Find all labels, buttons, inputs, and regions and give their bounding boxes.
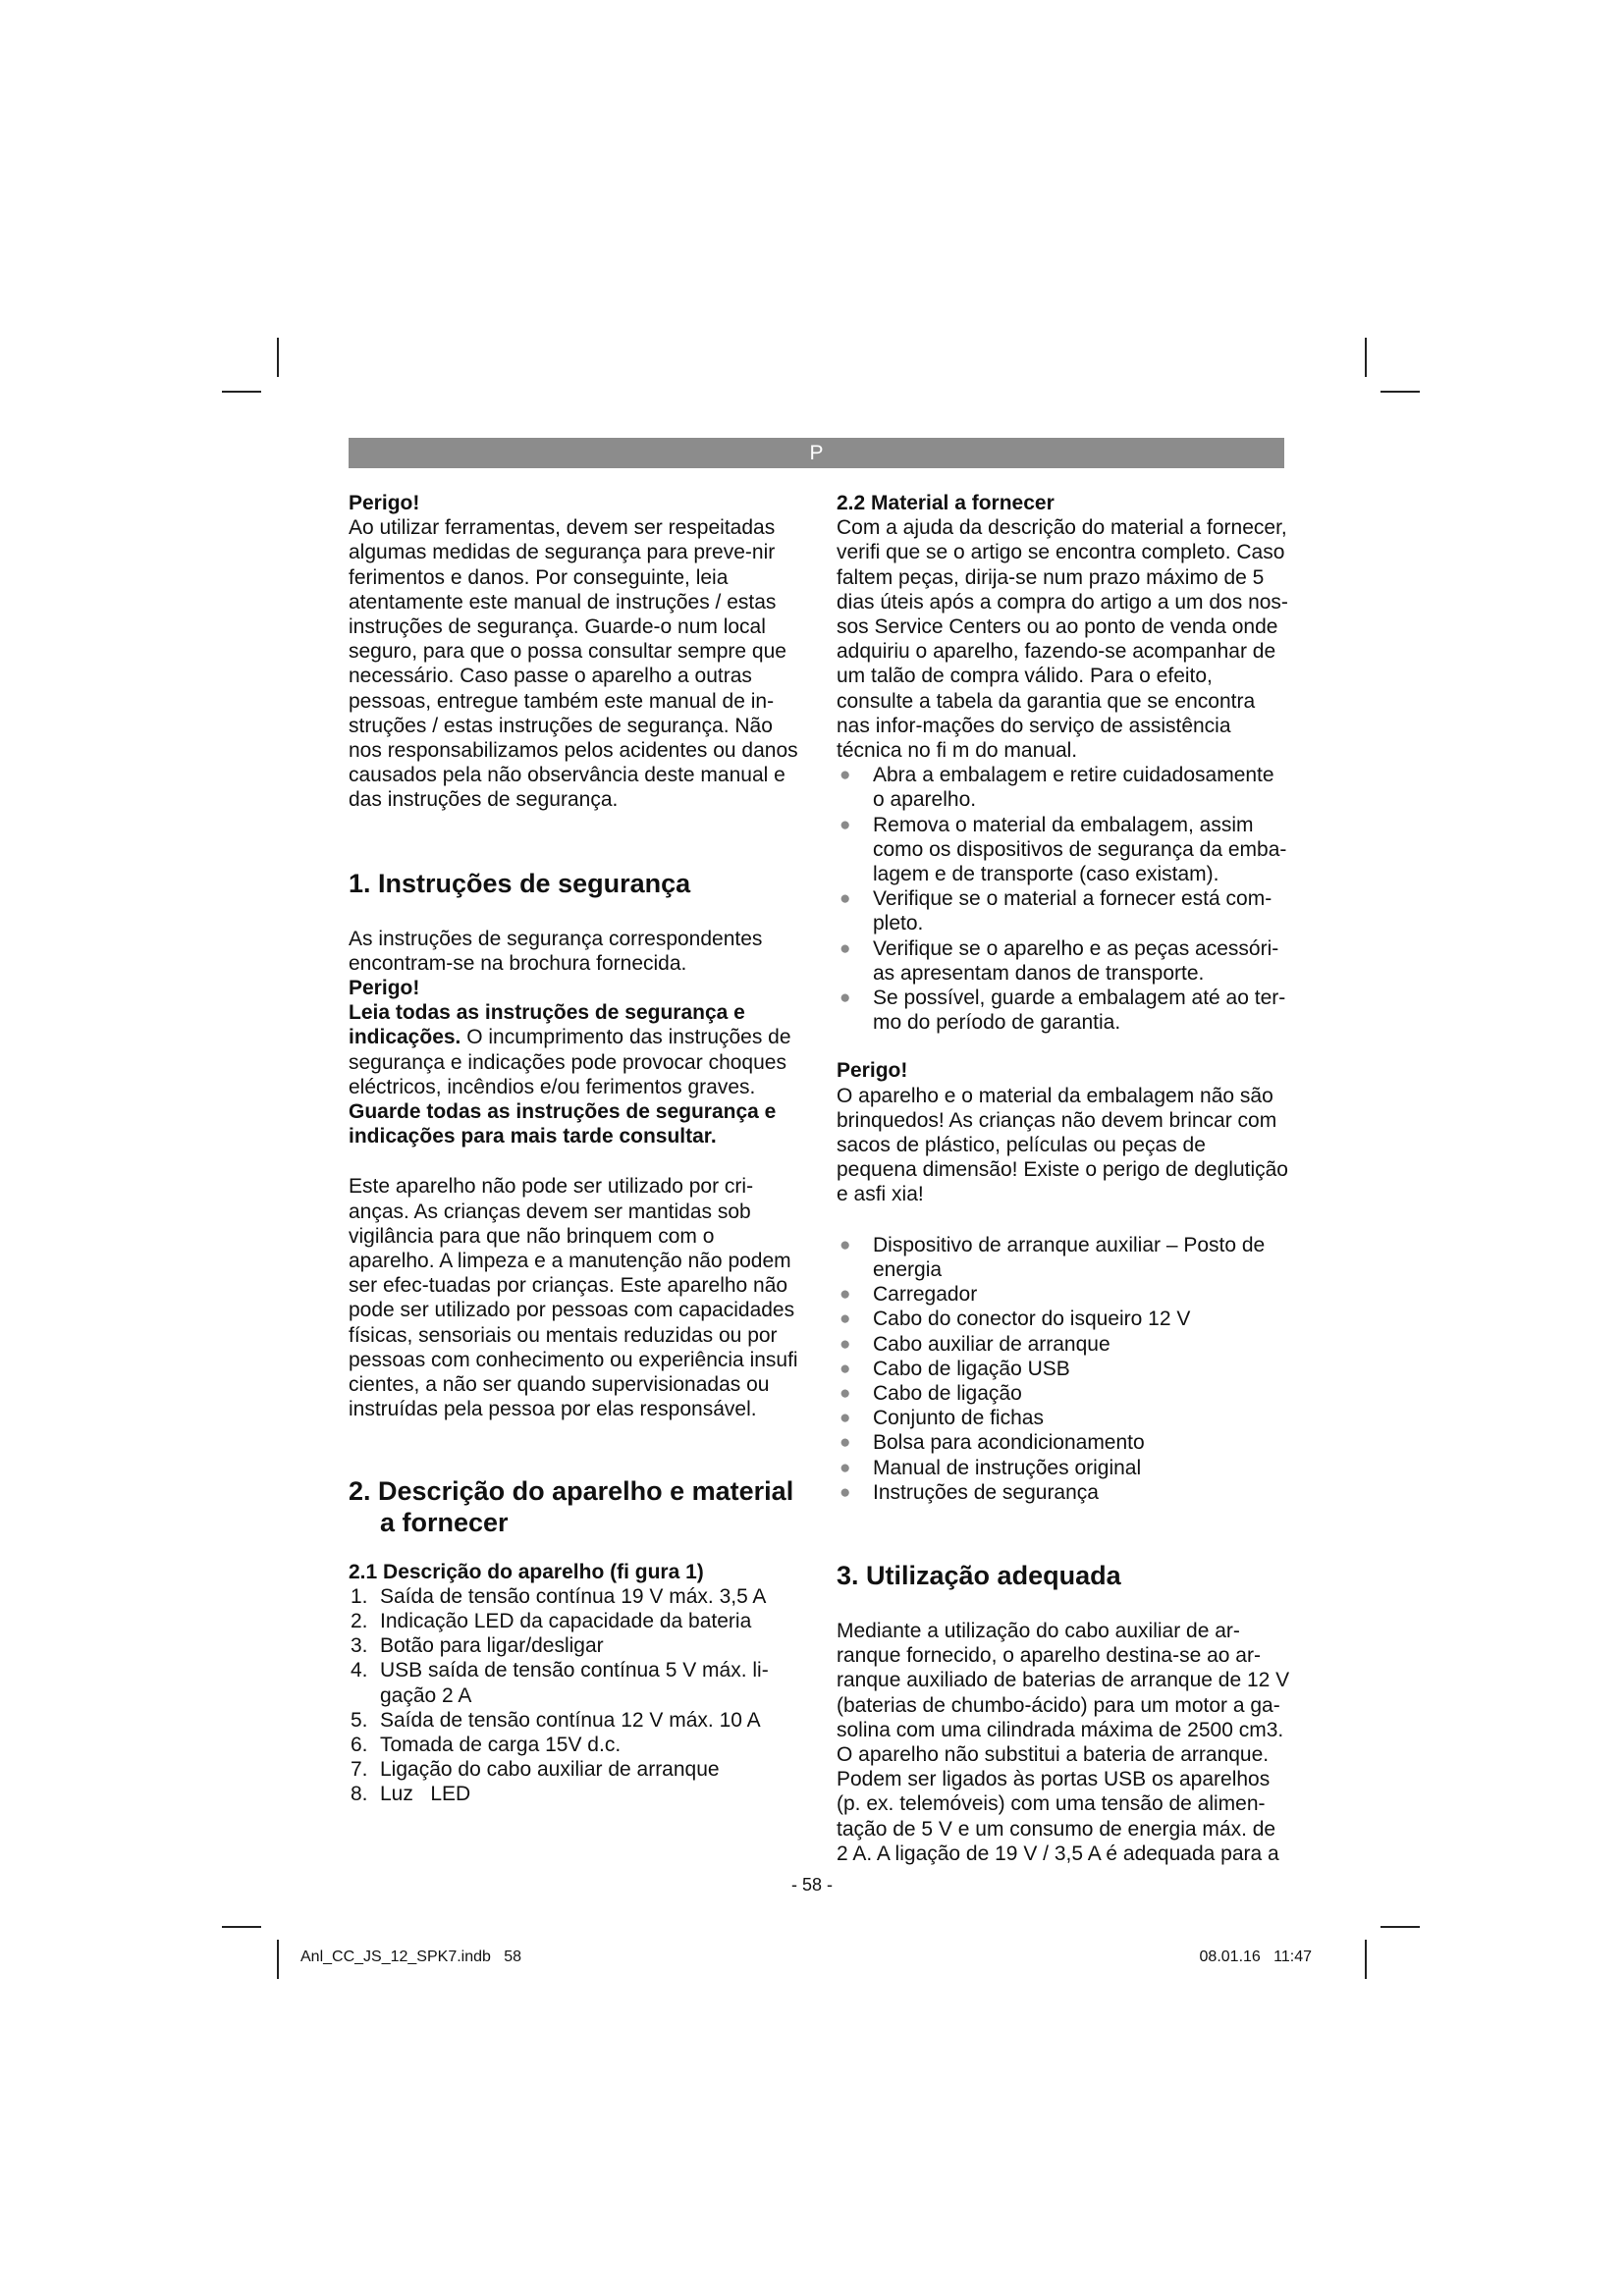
list-item	[837, 1357, 1290, 1381]
warning-text: O aparelho e o material da embalagem não são brinquedos! As crianças não devem brincar com sacos de plástico, películas ou peças de pequena dimensão! Existe o perigo de deglutição e asfi xia!	[837, 1084, 1288, 1206]
section-1-warning-title: Perigo!	[349, 977, 420, 1000]
bullet-icon: ●	[839, 1284, 851, 1306]
crop-mark	[1365, 1940, 1367, 1979]
list-item-text: Cabo do conector do isqueiro 12 V	[873, 1308, 1191, 1331]
list-item-number: 8.	[351, 1783, 368, 1806]
bullet-icon: ●	[839, 1382, 851, 1404]
footer-file-name: Anl_CC_JS_12_SPK7.indb 58	[300, 1949, 522, 1965]
right-column	[837, 491, 1290, 1866]
list-item-text: Saída de tensão contínua 19 V máx. 3,5 A	[380, 1584, 767, 1608]
list-item	[837, 936, 1290, 986]
list-item-number: 4.	[351, 1659, 368, 1682]
warning-title: Perigo!	[837, 1059, 908, 1083]
list-item-text: USB saída de tensão contínua 5 V máx. li-gação 2 A	[380, 1659, 769, 1707]
list-item-text: Verifique se o aparelho e as peças acessóri-as apresentam danos de transporte.	[873, 936, 1279, 985]
list-item-number: 1.	[351, 1584, 368, 1608]
crop-mark	[1380, 391, 1420, 393]
bullet-icon: ●	[839, 1408, 851, 1429]
list-item-text: Saída de tensão contínua 12 V máx. 10 A	[380, 1708, 761, 1732]
section-1-warning-bold: Leia todas as instruções de segurança e indicações.	[349, 1001, 745, 1049]
section-1-warning	[349, 1000, 800, 1099]
device-parts-list	[349, 1584, 800, 1807]
warning-title: Perigo!	[349, 492, 420, 514]
crop-mark	[222, 391, 261, 393]
section-1-heading: 1. Instruções de segurança	[349, 868, 691, 898]
bullet-icon: ●	[839, 1358, 851, 1379]
list-item	[837, 1381, 1290, 1406]
list-item	[349, 1757, 800, 1782]
list-item-text: Se possível, guarde a embalagem até ao ter-mo do período de garantia.	[873, 987, 1286, 1035]
bullet-icon: ●	[839, 937, 851, 959]
list-item-text: Manual de instruções original	[873, 1456, 1142, 1479]
list-item-number: 6.	[351, 1733, 368, 1756]
list-item-text: Luz LED	[380, 1783, 471, 1806]
section-2-2-text: Com a ajuda da descrição do material a fornecer, verifi que se o artigo se encontra completo. Caso faltem peças, dirija-se num prazo máximo de 5 dias úteis após a compra do artigo a um dos nos-sos Service Centers ou ao ponto de venda onde adquiriu o aparelho, fazendo-se acompanhar de um talão de compra válido. Para o efeito, consulte a tabela da garantia que se encontra nas infor-mações do serviço de assistência técnica no fi m do manual.	[837, 516, 1288, 763]
bullet-icon: ●	[839, 1481, 851, 1503]
section-2-heading-line2: a fornecer	[380, 1507, 509, 1537]
list-item	[349, 1782, 800, 1806]
list-item	[349, 1708, 800, 1733]
list-item	[837, 1282, 1290, 1307]
list-item-text: Abra a embalagem e retire cuidadosamente o aparelho.	[873, 764, 1274, 812]
list-item-text: Botão para ligar/desligar	[380, 1634, 604, 1658]
list-item-text: Tomada de carga 15V d.c.	[380, 1733, 622, 1756]
list-item	[349, 1658, 800, 1707]
list-item-text: Conjunto de fichas	[873, 1407, 1044, 1430]
bullet-icon: ●	[839, 1432, 851, 1454]
section-2-2-heading: 2.2 Material a fornecer	[837, 492, 1055, 514]
list-item	[837, 1430, 1290, 1455]
bullet-icon: ●	[839, 1333, 851, 1355]
list-item-text: Instruções de segurança	[873, 1480, 1099, 1504]
list-item	[349, 1733, 800, 1757]
list-item	[837, 1332, 1290, 1357]
section-2-heading-line1: 2. Descrição do aparelho e material	[349, 1475, 794, 1506]
page-number: - 58 -	[790, 1875, 833, 1895]
list-item	[837, 986, 1290, 1035]
contents-list	[837, 1233, 1290, 1505]
list-item-number: 2.	[351, 1609, 368, 1632]
list-item-number: 5.	[351, 1708, 368, 1732]
crop-mark	[222, 1926, 261, 1928]
section-2-1-heading: 2.1 Descrição do aparelho (fi gura 1)	[349, 1560, 704, 1583]
list-item	[837, 1480, 1290, 1505]
section-3-heading: 3. Utilização adequada	[837, 1560, 1121, 1590]
footer-print-date: 08.01.16 11:47	[1199, 1949, 1312, 1965]
section-1-warning-text: O incumprimento das instruções de segurança e indicações pode provocar choques eléctricos, incêndios e/ou ferimentos graves.	[349, 1026, 791, 1098]
bullet-icon: ●	[839, 1308, 851, 1330]
section-1-children-notice: Este aparelho não pode ser utilizado por cri-anças. As crianças devem ser mantidas sob vigilância para que não brinquem com o aparelho. A limpeza e a manutenção não podem ser efec-tuadas por crianças. Este aparelho não pode ser utilizado por pessoas com capacidades físicas, sensoriais ou mentais reduzidas ou por pessoas com conhecimento ou experiência insufi cientes, a não ser quando supervisionadas ou instruídas pela pessoa por elas responsável.	[349, 1175, 798, 1421]
list-item	[837, 886, 1290, 935]
list-item-text: Bolsa para acondicionamento	[873, 1431, 1145, 1455]
warning-text: Ao utilizar ferramentas, devem ser respeitadas algumas medidas de segurança para preve-nir ferimentos e danos. Por conseguinte, leia atentamente este manual de instruções / estas instruções de segurança. Guarde-o num local seguro, para que o possa consultar sempre que necessário. Caso passe o aparelho a outras pessoas, entregue também este manual de in-struções / estas instruções de segurança. Não nos responsabilizamos pelos acidentes ou danos causados pela não observância deste manual e das instruções de segurança.	[349, 516, 798, 812]
list-item	[837, 763, 1290, 812]
bullet-icon: ●	[839, 888, 851, 910]
list-item-text: Cabo de ligação	[873, 1381, 1022, 1405]
list-item-text: Verifique se o material a fornecer está com-pleto.	[873, 887, 1272, 935]
bullet-icon: ●	[839, 1457, 851, 1478]
list-item-number: 3.	[351, 1634, 368, 1658]
list-item-text: Remova o material da embalagem, assim como os dispositivos de segurança da emba-lagem e de transporte (caso existam).	[873, 813, 1287, 886]
list-item-text: Dispositivo de arranque auxiliar – Posto de energia	[873, 1233, 1266, 1281]
crop-mark	[277, 338, 279, 377]
list-item	[349, 1609, 800, 1633]
list-item-text: Cabo de ligação USB	[873, 1357, 1070, 1380]
section-1-keep-instructions: Guarde todas as instruções de segurança e indicações para mais tarde consultar.	[349, 1100, 777, 1148]
list-item-text: Ligação do cabo auxiliar de arranque	[380, 1758, 720, 1782]
left-column	[349, 491, 800, 1807]
language-tab-bar: P	[349, 438, 1284, 468]
section-2-heading	[349, 1475, 800, 1538]
list-item-number: 7.	[351, 1758, 368, 1782]
bullet-icon: ●	[839, 814, 851, 835]
list-item	[837, 1307, 1290, 1331]
list-item	[837, 1456, 1290, 1480]
bullet-icon: ●	[839, 765, 851, 786]
list-item	[349, 1584, 800, 1609]
list-item-text: Cabo auxiliar de arranque	[873, 1332, 1110, 1356]
section-1-intro: As instruções de segurança correspondentes encontram-se na brochura fornecida.	[349, 927, 763, 975]
unpack-steps-list	[837, 763, 1290, 1035]
bullet-icon: ●	[839, 1234, 851, 1255]
bullet-icon: ●	[839, 988, 851, 1009]
list-item-text: Indicação LED da capacidade da bateria	[380, 1609, 752, 1632]
list-item-text: Carregador	[873, 1283, 978, 1307]
crop-mark	[277, 1940, 279, 1979]
list-item	[837, 813, 1290, 887]
crop-mark	[1380, 1926, 1420, 1928]
section-3-text: Mediante a utilização do cabo auxiliar de ar-ranque fornecido, o aparelho destina-se ao ar-ranque auxiliado de baterias de arranque de 12 V (baterias de chumbo-ácido) para um motor a ga-solina com uma cilindrada máxima de 2500 cm3. O aparelho não substitui a bateria de arranque. Podem ser ligados às portas USB os aparelhos (p. ex. telemóveis) com uma tensão de alimen-tação de 5 V e um consumo de energia máx. de 2 A. A ligação de 19 V / 3,5 A é adequada para a	[837, 1619, 1290, 1865]
list-item	[349, 1633, 800, 1658]
list-item	[837, 1233, 1290, 1282]
crop-mark	[1365, 338, 1367, 377]
list-item	[837, 1406, 1290, 1430]
